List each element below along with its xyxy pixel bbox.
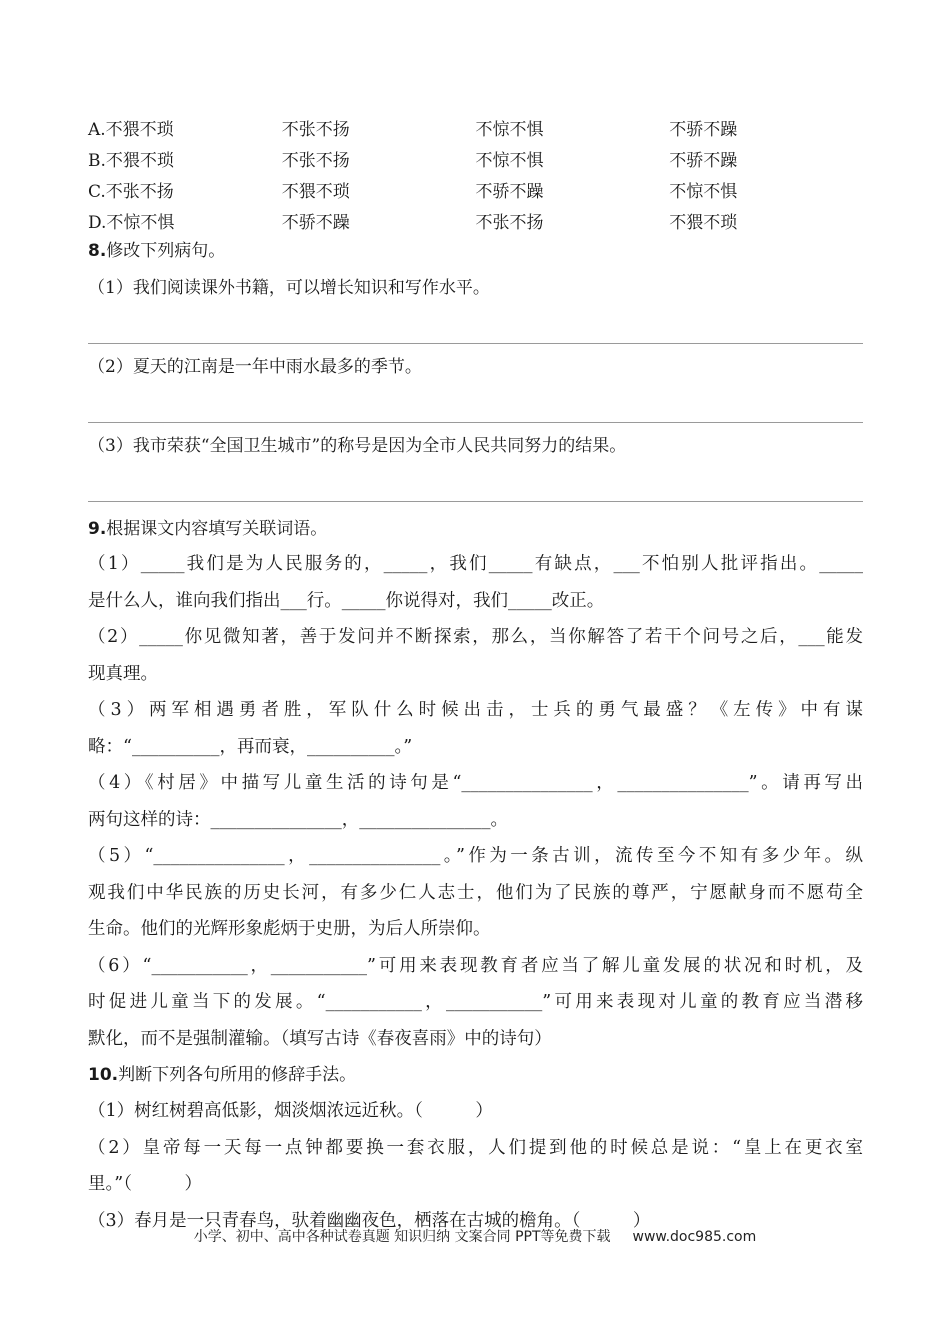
fill-item-3 (88, 692, 863, 765)
text-line: （4）《村居》中描写儿童生活的诗句是“_______________，_______________”。请再写出 (88, 773, 863, 793)
fill-item-4 (88, 765, 863, 838)
answer-line[interactable] (88, 383, 863, 423)
option-row-d (88, 205, 863, 236)
footer-text: 小学、初中、高中各种试卷真题 知识归纳 文案合同 PPT等免费下载 (193, 1229, 611, 1245)
question-text: 根据课文内容填写关联词语。 (106, 519, 328, 539)
choice-options (88, 112, 863, 236)
option-row-c (88, 174, 863, 205)
worksheet-page (88, 112, 863, 1239)
text-line: （5）“_______________，_______________。”作为一条古训，流传至今不知有多少年。纵 (88, 846, 863, 866)
option-row-b (88, 143, 863, 174)
option-cell: 不骄不躁 (475, 182, 544, 202)
text-line: 生命。他们的光辉形象彪炳于史册，为后人所崇仰。 (88, 919, 491, 939)
rhetoric-item-1 (88, 1093, 863, 1130)
sentence-item: （3）我市荣获“全国卫生城市”的称号是因为全市人民共同努力的结果。 (88, 436, 627, 456)
text-line: 里。”（ ） (88, 1174, 202, 1194)
page-footer (0, 1226, 950, 1246)
option-cell: 不惊不惧 (669, 182, 738, 202)
option-cell: B.不猥不琐 (88, 151, 174, 171)
sentence-item: （1）我们阅读课外书籍，可以增长知识和写作水平。 (88, 278, 490, 298)
option-cell: 不猥不琐 (281, 182, 350, 202)
text-line: 现真理。 (88, 663, 158, 684)
option-cell: 不张不扬 (281, 120, 350, 140)
question-number: 8. (88, 241, 107, 261)
option-cell: 不骄不躁 (669, 151, 738, 171)
question-text: 修改下列病句。 (106, 241, 226, 261)
text-line: （6）“___________，___________”可用来表现教育者应当了解儿童发展的状况和时机，及 (88, 955, 863, 976)
fill-item-2 (88, 619, 863, 692)
footer-url[interactable]: www.doc985.com (632, 1229, 757, 1245)
text-line: （2）皇帝每一天每一点钟都要换一套衣服，人们提到他的时候总是说：“皇上在更衣室 (88, 1137, 863, 1158)
question-9-title (88, 514, 863, 545)
question-number: 9. (88, 519, 107, 539)
question-8 (88, 236, 863, 502)
text-line: 默化，而不是强制灌输。（填写古诗《春夜喜雨》中的诗句） (88, 1028, 552, 1049)
option-cell: 不骄不躁 (281, 213, 350, 233)
question-9 (88, 514, 863, 1057)
question-number: 10. (88, 1065, 119, 1085)
option-cell: A.不猥不琐 (88, 120, 174, 140)
text-line: 观我们中华民族的历史长河，有多少仁人志士，他们为了民族的尊严，宁愿献身而不愿苟全 (88, 882, 863, 903)
sentence-item: （2）夏天的江南是一年中雨水最多的季节。 (88, 357, 422, 377)
fill-item-1 (88, 546, 863, 619)
option-cell: 不张不扬 (475, 213, 544, 233)
text-line: （1）_____我们是为人民服务的，_____，我们_____有缺点，___不怕别人批评指出。_____ (88, 554, 863, 574)
option-cell: 不猥不琐 (669, 213, 738, 233)
question-10-title (88, 1057, 863, 1093)
text-line: 两句这样的诗：_______________，_______________。 (88, 809, 508, 830)
option-cell: 不张不扬 (281, 151, 350, 171)
option-cell: 不骄不躁 (669, 120, 738, 140)
option-cell: D.不惊不惧 (88, 213, 175, 233)
option-cell: 不惊不惧 (475, 120, 544, 140)
text-line: 是什么人，谁向我们指出___行。_____你说得对，我们_____改正。 (88, 590, 605, 611)
option-cell: 不惊不惧 (475, 151, 544, 171)
answer-line[interactable] (88, 304, 863, 344)
fill-item-5 (88, 838, 863, 948)
text-line: （3）两军相遇勇者胜，军队什么时候出击，士兵的勇气最盛？《左传》中有谋 (88, 700, 863, 720)
question-text: 判断下列各句所用的修辞手法。 (118, 1065, 357, 1085)
fill-item-6 (88, 948, 863, 1058)
text-line: 时促进儿童当下的发展。“___________，___________”可用来表现对儿童的教育应当潜移 (88, 992, 863, 1012)
question-8-title (88, 236, 863, 267)
option-cell: C.不张不扬 (88, 182, 174, 202)
text-line: （3）春月是一只青春鸟，驮着幽幽夜色，栖落在古城的檐角。（ ） (88, 1210, 651, 1231)
text-line: （1）树红树碧高低影，烟淡烟浓远近秋。（ ） (88, 1101, 493, 1121)
answer-line[interactable] (88, 462, 863, 502)
text-line: （2）_____你见微知著，善于发问并不断探索，那么，当你解答了若干个问号之后，___能发 (88, 627, 863, 647)
question-10 (88, 1057, 863, 1239)
rhetoric-item-2 (88, 1130, 863, 1203)
text-line: 略：“__________，再而衰，__________。” (88, 736, 413, 757)
option-row-a (88, 112, 863, 143)
